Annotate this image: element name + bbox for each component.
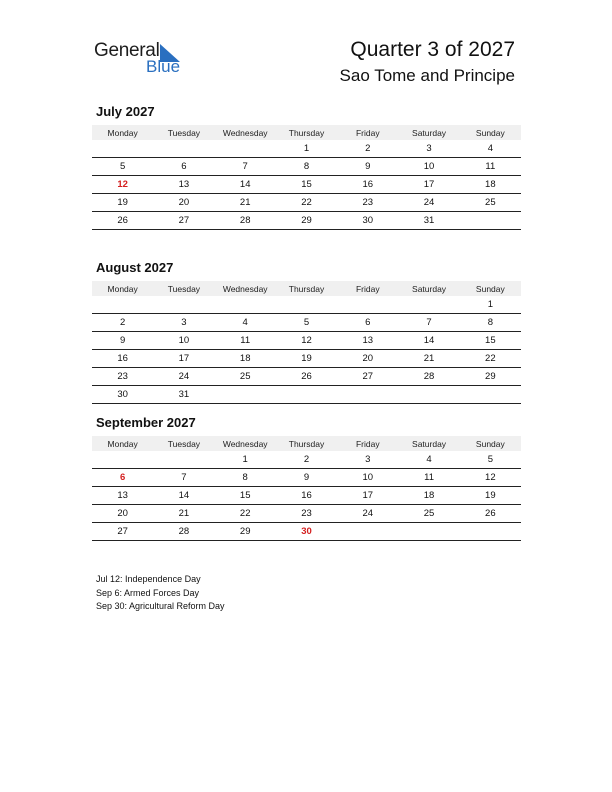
day-cell: 5 [92,158,153,176]
empty-day-cell [398,523,459,541]
day-cell: 7 [153,469,214,487]
week-row [92,212,521,230]
empty-day-cell [153,451,214,469]
empty-day-cell [337,296,398,314]
day-cell: 16 [337,176,398,194]
day-cell: 1 [276,140,337,158]
day-cell: 19 [276,350,337,368]
day-cell: 2 [92,314,153,332]
week-row [92,368,521,386]
day-cell: 10 [153,332,214,350]
weekday-header: Monday [92,281,153,296]
day-cell: 29 [276,212,337,230]
day-cell: 9 [337,158,398,176]
day-cell: 10 [398,158,459,176]
empty-day-cell [398,296,459,314]
weekday-header: Wednesday [215,125,276,140]
week-row [92,332,521,350]
day-cell: 30 [92,386,153,404]
week-row [92,451,521,469]
week-row [92,487,521,505]
weekday-header: Friday [337,436,398,451]
weekday-header: Tuesday [153,436,214,451]
day-cell: 22 [215,505,276,523]
day-cell: 18 [215,350,276,368]
week-row [92,505,521,523]
day-cell: 12 [276,332,337,350]
empty-day-cell [215,296,276,314]
week-row [92,350,521,368]
logo-text-general: General [94,40,160,61]
day-cell: 24 [153,368,214,386]
day-cell: 13 [153,176,214,194]
week-row [92,296,521,314]
day-cell: 6 [153,158,214,176]
day-cell: 11 [460,158,521,176]
day-cell: 9 [92,332,153,350]
day-cell: 29 [460,368,521,386]
empty-day-cell [92,451,153,469]
day-cell: 31 [398,212,459,230]
day-cell: 6 [92,469,153,487]
weekday-header: Thursday [276,436,337,451]
weekday-header: Friday [337,125,398,140]
empty-day-cell [215,140,276,158]
day-cell: 11 [215,332,276,350]
day-cell: 27 [92,523,153,541]
empty-day-cell [276,386,337,404]
day-cell: 18 [460,176,521,194]
day-cell: 21 [153,505,214,523]
day-cell: 28 [153,523,214,541]
empty-day-cell [337,523,398,541]
week-row [92,523,521,541]
day-cell: 3 [398,140,459,158]
day-cell: 25 [398,505,459,523]
day-cell: 23 [92,368,153,386]
day-cell: 24 [398,194,459,212]
calendar-table [92,281,521,404]
empty-day-cell [215,386,276,404]
day-cell: 1 [215,451,276,469]
logo-text-blue: Blue [146,57,181,76]
day-cell: 3 [337,451,398,469]
day-cell: 21 [215,194,276,212]
day-cell: 4 [215,314,276,332]
week-row [92,194,521,212]
weekday-header: Sunday [460,281,521,296]
empty-day-cell [337,386,398,404]
day-cell: 27 [337,368,398,386]
day-cell: 15 [276,176,337,194]
weekday-header: Monday [92,436,153,451]
day-cell: 7 [398,314,459,332]
month-title: July 2027 [96,104,155,119]
day-cell: 23 [337,194,398,212]
day-cell: 14 [398,332,459,350]
weekday-header: Sunday [460,436,521,451]
day-cell: 30 [276,523,337,541]
day-cell: 8 [276,158,337,176]
day-cell: 9 [276,469,337,487]
day-cell: 8 [460,314,521,332]
weekday-header: Sunday [460,125,521,140]
day-cell: 23 [276,505,337,523]
week-row [92,176,521,194]
day-cell: 26 [460,505,521,523]
day-cell: 22 [276,194,337,212]
weekday-header: Tuesday [153,125,214,140]
day-cell: 26 [92,212,153,230]
day-cell: 24 [337,505,398,523]
day-cell: 20 [153,194,214,212]
day-cell: 14 [215,176,276,194]
day-cell: 6 [337,314,398,332]
day-cell: 18 [398,487,459,505]
day-cell: 11 [398,469,459,487]
week-row [92,386,521,404]
day-cell: 1 [460,296,521,314]
weekday-header: Saturday [398,125,459,140]
day-cell: 27 [153,212,214,230]
generalblue-logo [94,40,204,80]
empty-day-cell [276,296,337,314]
holiday-note: Sep 6: Armed Forces Day [96,587,200,598]
day-cell: 17 [337,487,398,505]
empty-day-cell [153,296,214,314]
month-block-september [92,415,521,541]
empty-day-cell [153,140,214,158]
day-cell: 13 [92,487,153,505]
weekday-header: Tuesday [153,281,214,296]
day-cell: 22 [460,350,521,368]
day-cell: 30 [337,212,398,230]
day-cell: 2 [337,140,398,158]
weekday-header: Saturday [398,281,459,296]
day-cell: 8 [215,469,276,487]
empty-day-cell [92,296,153,314]
holiday-note: Jul 12: Independence Day [96,574,201,584]
day-cell: 4 [460,140,521,158]
month-block-july [92,104,521,230]
day-cell: 17 [153,350,214,368]
day-cell: 20 [337,350,398,368]
week-row [92,140,521,158]
month-title: August 2027 [96,260,174,275]
day-cell: 28 [215,212,276,230]
day-cell: 12 [92,176,153,194]
day-cell: 12 [460,469,521,487]
day-cell: 31 [153,386,214,404]
day-cell: 5 [276,314,337,332]
day-cell: 28 [398,368,459,386]
day-cell: 25 [215,368,276,386]
empty-day-cell [460,523,521,541]
month-title: September 2027 [96,415,196,430]
empty-day-cell [92,140,153,158]
calendar-table [92,436,521,541]
day-cell: 19 [460,487,521,505]
day-cell: 2 [276,451,337,469]
day-cell: 16 [276,487,337,505]
day-cell: 13 [337,332,398,350]
page-title: Quarter 3 of 2027 [350,38,515,61]
day-cell: 17 [398,176,459,194]
weekday-header: Friday [337,281,398,296]
day-cell: 25 [460,194,521,212]
week-row [92,469,521,487]
day-cell: 3 [153,314,214,332]
weekday-header: Thursday [276,125,337,140]
day-cell: 19 [92,194,153,212]
day-cell: 26 [276,368,337,386]
month-block-august [92,260,521,404]
day-cell: 15 [215,487,276,505]
weekday-header: Monday [92,125,153,140]
empty-day-cell [460,386,521,404]
day-cell: 20 [92,505,153,523]
day-cell: 10 [337,469,398,487]
empty-day-cell [398,386,459,404]
holiday-note: Sep 30: Agricultural Reform Day [96,601,225,611]
holiday-notes [96,573,225,614]
day-cell: 7 [215,158,276,176]
day-cell: 16 [92,350,153,368]
calendar-table [92,125,521,230]
week-row [92,314,521,332]
weekday-header: Thursday [276,281,337,296]
weekday-header: Saturday [398,436,459,451]
day-cell: 21 [398,350,459,368]
empty-day-cell [460,212,521,230]
day-cell: 15 [460,332,521,350]
day-cell: 4 [398,451,459,469]
day-cell: 14 [153,487,214,505]
weekday-header: Wednesday [215,281,276,296]
day-cell: 5 [460,451,521,469]
page-subtitle: Sao Tome and Principe [339,66,515,85]
weekday-header: Wednesday [215,436,276,451]
week-row [92,158,521,176]
day-cell: 29 [215,523,276,541]
